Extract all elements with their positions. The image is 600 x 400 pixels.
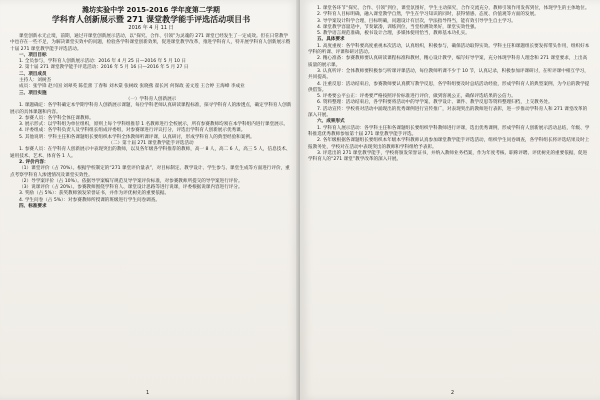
section-heading: 六、成果形式 [317, 119, 345, 125]
paragraph: 4. 学生问卷（占 5%）：对参赛教师所授课的班级进行学生问卷调查。 [19, 197, 160, 203]
paragraph: 1. 课题确定：各学科确定本学期学科育人创新展示课题，每位学科老师认真研读课程标准，探寻学科育人的渗透点，确定学科育人创新展示的具体课题和内容。 [10, 103, 292, 115]
page-number: 2 [450, 390, 454, 396]
paragraph: 5. 评委要公平公正：评委要严格按照评价标准进行评价，做到客观公正，确保评选结果的公信力。 [317, 94, 516, 100]
paragraph: 4. 评委组成：各学科负责人及学科组长组成评委组，对参赛课进行评议打分，评选出学科育人创新展示优秀课。 [19, 128, 246, 134]
paragraph: 3. 认真听评：全体教师要积极参与听课评课活动，每位教师听课不少于 10 节，认真记录，积极参加评课研讨，在听评课中相互学习，共同提高。 [308, 68, 589, 81]
paragraph: 2. 参赛人员：各学科全体任课教师。 [19, 115, 94, 121]
section-heading: 二、项目成员 [19, 71, 47, 77]
paragraph: 3. 导学案设计科学合理，目标明确，问题设计有层次，学法指导得当，能有效引导学生自主学习。 [317, 18, 516, 24]
paragraph: 6. 资料整理：活动结束后，各学科要将活动中的导学案、教学设计、课件、教学反思等资料整理归档，上交教务处。 [317, 100, 553, 106]
right-body [308, 6, 590, 163]
section-heading: 2. 评价内容： [19, 159, 49, 165]
paragraph: 1. 学科育人展示活动：各学科主任和各课题组长要组织学科教师进行评课，选出优秀课例，形成学科育人创新展示活动总结，年级、学科推选优秀教师参加第十届 271 课堂教学能手评选。 [308, 125, 590, 137]
paragraph: 2. 学科育人目标明确，融入课堂教学自然，学生在学习知识的同时，获得情感、态度、价值观等方面的发展。 [317, 12, 539, 18]
section-heading: 一、项目目标 [19, 52, 47, 58]
paragraph: 5. 教学语言规范准确，板书设计合理，多媒体使用恰当，教师基本功扎实。 [317, 31, 470, 37]
left-body [10, 34, 292, 210]
paragraph: 1. 参赛人员：在学科育人创新展示中表现突出的教师，以及各年级各学科推荐的教师，高一 8 人，高二 6 人，高三 5 人，信息技术、通用技术、艺术、体育各 1 人。 [10, 147, 291, 159]
paragraph: 2. 第十届 271 课堂教学能手评选活动：2016 年 5 月 16 日—2016 年 5 月 27 日 [19, 65, 189, 71]
paragraph: 7. 活动宣传：学校将对活动中涌现出的优秀课例进行宣传推广，对表现突出的教师进行表彰，进一步推动学科育人和 271 课堂改革的深入开展。 [308, 106, 588, 119]
paragraph: 4. 课堂教学容量适中，节奏紧凑，训练到位，当堂检测效果好，课堂实效性强。 [317, 24, 480, 30]
paragraph: 课堂创新永无止境，前期，通过开课堂创新展示活动，以“探究、合作、引领”为灵魂的 271 课堂已经发生了一定成效。但在日常教学中也存在一些不足，为解决课堂实效中的问题，检验各学科课堂创新效果，促进课堂教学改革，推进学科育人，特开展学科育人创新展示暨十届 271 课堂教学能手评选活动。 [10, 34, 291, 52]
paragraph: 成员：张学锋 赵兴国 刘翠英 陈佳蕾 丁春和 刘木棠 张树政 张晓燕 翟长河 何保政 姜文莲 王合婷 王海峰 李成业 [19, 84, 245, 90]
paragraph: （一）学科育人创新展示 [125, 96, 177, 102]
paragraph: 4. 注重反思：活动结束后，参赛教师要认真撰写教学反思，各学科组要及时总结活动经验，形成学科育人的典型案例，为今后的教学提供借鉴。 [308, 81, 590, 93]
paragraph: 主持人：刘树杰 [19, 78, 52, 84]
paragraph: 1. 全员参与，学科育人创新展示活动：2016 年 4 月 25 日—2016 年 5 月 10 日 [19, 59, 187, 65]
document-date: 2016 年 4 月 11 日 [128, 25, 174, 31]
paragraph: 1. 高度重视：各学科要高度重视本次活动，认真组织，积极参与，确保活动取得实效。学科主任和课题组长要发挥带头作用，组织好本学科的听课、评课和研讨活动。 [308, 43, 590, 56]
paragraph: 1. 课堂各环节“探究、合作、引领”到位，课堂氛围好，学生主动探究，合作交流充分，教师引领作用发挥到位，体现学生的主体地位。 [317, 6, 590, 11]
paragraph: 2. 各年级根据各课题组长要组织本年级本学科教师认真参加课堂教学能手评选活动，组织学生问卷调查，各学科组长将评选结果及时上报教务处，学校对在活动中表现突出的教师和学科组给予表彰。 [308, 138, 590, 150]
paragraph: 5. 其他说明：学科主任和各课题组长要组织本学科全体教师听课评课，认真研讨，形成学科育人的典型经验和案例。 [19, 134, 255, 140]
paragraph: 3. 奖励（占 5%）：获奖教师颁发荣誉证书，并作为评优树先的重要依据。 [19, 191, 170, 197]
section-heading: 三、项目实施 [19, 90, 47, 96]
paragraph: 2. 精心准备：参赛教师要认真研读课程标准和教材，精心设计教学，编写好导学案，充分体现学科育人理念和 271 课堂要求，上出高质量的展示课。 [308, 56, 588, 68]
paragraph: （2）导学案评价（占 10%）。依据导学案编写规范及导学案评价标准，对参赛教师所提交的导学案进行评价。 [19, 178, 243, 184]
paragraph: （二）第十届 271 课堂教学能手评选活动 [108, 141, 194, 147]
paragraph: 3. 展示形式：以学科组为单位组织，原则上每个学科组推荐 1 名教师进行全校展示，所有参赛教师均须在本学科组内进行课堂展示。 [19, 122, 288, 128]
right-page [300, 0, 600, 400]
paragraph: （1）课堂评价（占 70%）。根据学校制定的“271 课堂评价量表”，对目标制定、教学设计、学生参与、课堂生成等方面进行评价，重点考察学科育人渗透情况及课堂实效性。 [10, 166, 290, 178]
paragraph: （3）说课评价（占 20%）。参赛教师围绕学科育人、课堂设计思路等进行说课，评委根据说课内容进行评分。 [19, 185, 243, 191]
paragraph: 3. 评选出的 271 课堂教学能手，学校将颁发荣誉证书，并纳入教师业务档案，作为年度考核、职称评聘、评优树先的重要依据，促进学科育人的“271 课堂”教学改革的深入开展。 [308, 150, 588, 163]
school-line: 潍坊实验中学 2015-2016 学年度第二学期 [82, 6, 220, 14]
document-title: 学科育人创新展示暨 271 课堂教学能手评选活动项目书 [51, 15, 251, 24]
section-heading: 五、具体要求 [317, 37, 345, 43]
section-heading: 四、标准要求 [19, 204, 47, 210]
page-number: 1 [146, 390, 150, 396]
